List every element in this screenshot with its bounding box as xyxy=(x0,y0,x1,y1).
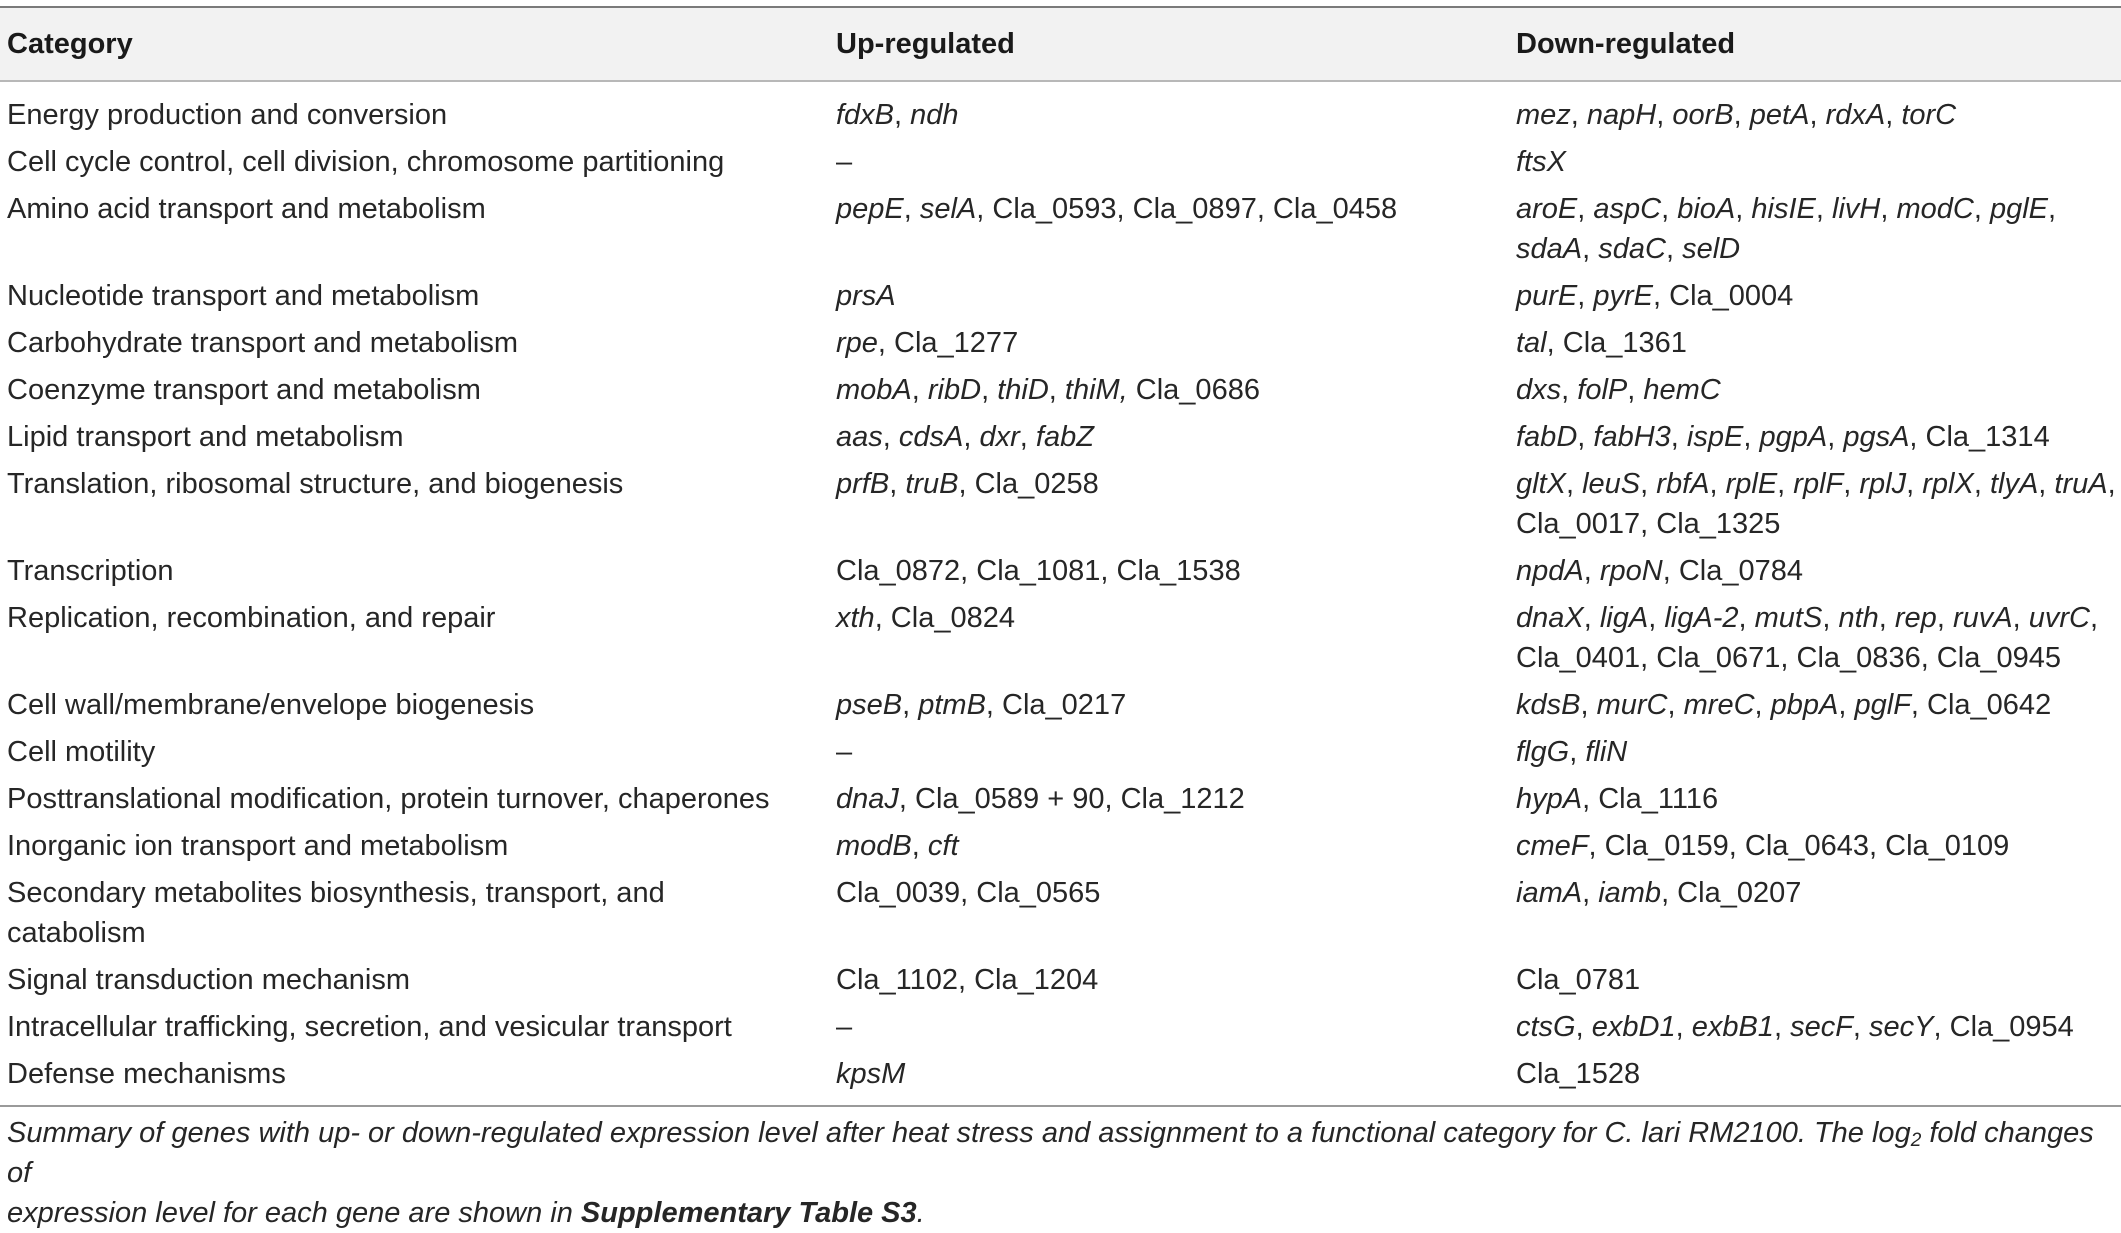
header-down-regulated: Down-regulated xyxy=(1516,28,1736,60)
gene-name: mutS xyxy=(1754,602,1823,634)
table-row xyxy=(0,417,2121,464)
gene-name: pglE xyxy=(1989,193,2048,225)
gene-name: petA xyxy=(1749,99,1810,131)
gene-name: iamA xyxy=(1516,877,1583,909)
gene-name: pepE xyxy=(836,193,904,225)
category-cell: Cell wall/membrane/envelope biogenesis xyxy=(7,689,535,721)
gene-name: cft xyxy=(927,830,959,862)
gene-name: rplJ xyxy=(1859,468,1907,500)
category-cell: Secondary metabolites biosynthesis, transport, and catabolism xyxy=(7,877,665,949)
gene-name: mez xyxy=(1516,99,1571,131)
category-cell: Nucleotide transport and metabolism xyxy=(7,280,480,312)
gene-name: folP xyxy=(1577,374,1628,406)
gene-name: secY xyxy=(1869,1011,1934,1043)
gene-name: aroE xyxy=(1516,193,1578,225)
gene-name: hemC xyxy=(1643,374,1721,406)
up-regulated-cell: – xyxy=(836,146,853,178)
gene-name: pseB xyxy=(836,689,903,721)
table-row xyxy=(0,276,2121,323)
gene-name: exbB1 xyxy=(1691,1011,1774,1043)
up-regulated-cell xyxy=(836,276,1506,316)
down-regulated-cell: iamA, iamb, Cla_0207 xyxy=(1516,877,1802,909)
category-cell: Posttranslational modification, protein turnover, chaperones xyxy=(7,783,770,815)
up-regulated-cell: prfB, truB, Cla_0258 xyxy=(836,468,1099,500)
gene-name: rpe xyxy=(836,327,878,359)
gene-name: mobA xyxy=(836,374,912,406)
gene-name: modC xyxy=(1896,193,1974,225)
gene-name: kpsM xyxy=(836,1058,906,1090)
gene-name: fliN xyxy=(1585,736,1628,768)
up-regulated-cell: Cla_0039, Cla_0565 xyxy=(836,877,1101,909)
down-regulated-cell: hypA, Cla_1116 xyxy=(1516,783,1719,815)
gene-name: fabH3 xyxy=(1593,421,1671,453)
gene-name: murC xyxy=(1596,689,1668,721)
gene-name: cdsA xyxy=(898,421,964,453)
table-row xyxy=(0,464,2121,551)
up-regulated-cell xyxy=(836,1054,1506,1094)
table-body xyxy=(0,95,2121,1101)
down-regulated-cell: cmeF, Cla_0159, Cla_0643, Cla_0109 xyxy=(1516,830,2010,862)
gene-name: rdxA xyxy=(1825,99,1886,131)
gene-name: thiM, xyxy=(1064,374,1128,406)
caption-text-2: fold changes of xyxy=(7,1117,2094,1189)
gene-name: fdxB xyxy=(836,99,895,131)
gene-name: ligA xyxy=(1599,602,1649,634)
table-row xyxy=(0,95,2121,142)
gene-name: pgsA xyxy=(1843,421,1910,453)
category-cell: Replication, recombination, and repair xyxy=(7,602,496,634)
caption-text-1: Summary of genes with up- or down-regulated expression level after heat stress and assignment to a functional category for C. lari RM2100. The log xyxy=(7,1117,1911,1149)
gene-name: ispE xyxy=(1686,421,1744,453)
gene-name: aas xyxy=(836,421,883,453)
category-cell: Coenzyme transport and metabolism xyxy=(7,374,481,406)
down-regulated-cell: Cla_0781 xyxy=(1516,964,1641,996)
table-row xyxy=(0,598,2121,685)
gene-name: oorB xyxy=(1672,99,1734,131)
gene-name: ftsX xyxy=(1516,146,1566,178)
caption-text-3: expression level for each gene are shown in xyxy=(7,1197,581,1229)
gene-name: ribD xyxy=(927,374,982,406)
gene-name: ctsG xyxy=(1516,1011,1576,1043)
table-row xyxy=(0,1007,2121,1054)
up-regulated-cell: Cla_1102, Cla_1204 xyxy=(836,964,1099,996)
gene-name: npdA xyxy=(1516,555,1584,587)
down-regulated-cell: mez, napH, oorB, petA, rdxA, torC xyxy=(1516,99,1957,131)
gene-name: hypA xyxy=(1516,783,1583,815)
down-regulated-cell: fabD, fabH3, ispE, pgpA, pgsA, Cla_1314 xyxy=(1516,421,2050,453)
table-row xyxy=(0,551,2121,598)
category-cell: Signal transduction mechanism xyxy=(7,964,410,996)
down-regulated-cell: tal, Cla_1361 xyxy=(1516,327,1687,359)
gene-name: gltX xyxy=(1516,468,1566,500)
gene-name: dxs xyxy=(1516,374,1562,406)
gene-name: truA xyxy=(2054,468,2108,500)
category-cell: Cell cycle control, cell division, chromosome partitioning xyxy=(7,146,725,178)
gene-name: napH xyxy=(1586,99,1657,131)
table-row xyxy=(0,732,2121,779)
gene-name: selA xyxy=(919,193,977,225)
table-row xyxy=(0,873,2121,960)
caption-subscript: 2 xyxy=(1910,1130,1922,1151)
gene-name: cmeF xyxy=(1516,830,1589,862)
gene-name: bioA xyxy=(1677,193,1736,225)
down-regulated-cell: kdsB, murC, mreC, pbpA, pglF, Cla_0642 xyxy=(1516,689,2052,721)
table-row xyxy=(0,1054,2121,1101)
down-regulated-cell: purE, pyrE, Cla_0004 xyxy=(1516,280,1794,312)
gene-name: rpoN xyxy=(1599,555,1663,587)
header-up-regulated: Up-regulated xyxy=(836,28,1015,60)
gene-name: kdsB xyxy=(1516,689,1581,721)
category-cell: Carbohydrate transport and metabolism xyxy=(7,327,518,359)
gene-name: rep xyxy=(1894,602,1937,634)
caption-text-4: . xyxy=(916,1197,925,1229)
down-regulated-cell: gltX, leuS, rbfA, rplE, rplF, rplJ, rplX, tlyA, truA, Cla_0017, Cla_1325 xyxy=(1516,468,2116,540)
header-category: Category xyxy=(7,28,133,60)
gene-name: ligA-2 xyxy=(1664,602,1739,634)
up-regulated-cell: dnaJ, Cla_0589 + 90, Cla_1212 xyxy=(836,783,1245,815)
category-cell: Intracellular trafficking, secretion, and vesicular transport xyxy=(7,1011,732,1043)
down-regulated-cell: Cla_1528 xyxy=(1516,1058,1641,1090)
gene-name: secF xyxy=(1790,1011,1853,1043)
down-regulated-cell: npdA, rpoN, Cla_0784 xyxy=(1516,555,1803,587)
gene-name: fabZ xyxy=(1035,421,1094,453)
gene-name: mreC xyxy=(1683,689,1755,721)
down-regulated-cell: flgG, fliN xyxy=(1516,736,1628,768)
up-regulated-cell: – xyxy=(836,736,853,768)
gene-name: uvrC xyxy=(2028,602,2090,634)
gene-name: ptmB xyxy=(918,689,986,721)
gene-name: sdaA xyxy=(1516,233,1583,265)
up-regulated-cell: – xyxy=(836,1011,853,1043)
down-regulated-cell: aroE, aspC, bioA, hisIE, livH, modC, pglE, sdaA, sdaC, selD xyxy=(1516,193,2057,265)
gene-name: prsA xyxy=(836,280,896,312)
supplementary-table-reference: Supplementary Table S3 xyxy=(580,1197,917,1229)
table-row xyxy=(0,960,2121,1007)
gene-name: selD xyxy=(1682,233,1741,265)
gene-name: rbfA xyxy=(1656,468,1710,500)
gene-name: ruvA xyxy=(1952,602,2013,634)
gene-name: tlyA xyxy=(1989,468,2039,500)
up-regulated-cell: mobA, ribD, thiD, thiM, Cla_0686 xyxy=(836,374,1260,406)
down-regulated-cell: dxs, folP, hemC xyxy=(1516,374,1721,406)
gene-name: hisIE xyxy=(1751,193,1816,225)
table-header-row xyxy=(0,8,2121,82)
up-regulated-cell: modB, cft xyxy=(836,830,959,862)
table-row xyxy=(0,370,2121,417)
gene-name: leuS xyxy=(1582,468,1641,500)
gene-name: rplX xyxy=(1922,468,1974,500)
gene-name: thiD xyxy=(997,374,1049,406)
gene-name: ndh xyxy=(910,99,959,131)
gene-name: flgG xyxy=(1516,736,1570,768)
table-caption xyxy=(7,1113,2112,1233)
table-row xyxy=(0,189,2121,276)
category-cell: Energy production and conversion xyxy=(7,99,448,131)
table-row xyxy=(0,779,2121,826)
gene-name: torC xyxy=(1901,99,1957,131)
gene-name: xth xyxy=(836,602,875,634)
gene-name: fabD xyxy=(1516,421,1578,453)
down-regulated-cell: dnaX, ligA, ligA-2, mutS, nth, rep, ruvA, uvrC, Cla_0401, Cla_0671, Cla_0836, Cla_0945 xyxy=(1516,602,2098,674)
gene-name: pgpA xyxy=(1759,421,1828,453)
up-regulated-cell: pepE, selA, Cla_0593, Cla_0897, Cla_0458 xyxy=(836,193,1398,225)
category-cell: Inorganic ion transport and metabolism xyxy=(7,830,509,862)
down-regulated-cell xyxy=(1516,142,2116,182)
table-bottom-rule xyxy=(0,1105,2121,1107)
gene-name: pyrE xyxy=(1593,280,1654,312)
gene-name: aspC xyxy=(1593,193,1662,225)
table-row xyxy=(0,685,2121,732)
up-regulated-cell: aas, cdsA, dxr, fabZ xyxy=(836,421,1094,453)
up-regulated-cell: xth, Cla_0824 xyxy=(836,602,1015,634)
gene-name: rplE xyxy=(1725,468,1778,500)
up-regulated-cell: fdxB, ndh xyxy=(836,99,959,131)
gene-name: dnaJ xyxy=(836,783,899,815)
gene-name: prfB xyxy=(836,468,890,500)
gene-name: dnaX xyxy=(1516,602,1584,634)
up-regulated-cell: Cla_0872, Cla_1081, Cla_1538 xyxy=(836,555,1241,587)
gene-name: dxr xyxy=(979,421,1020,453)
gene-name: purE xyxy=(1516,280,1578,312)
category-cell: Defense mechanisms xyxy=(7,1058,286,1090)
category-cell: Amino acid transport and metabolism xyxy=(7,193,486,225)
gene-name: sdaC xyxy=(1598,233,1666,265)
category-cell: Translation, ribosomal structure, and biogenesis xyxy=(7,468,624,500)
gene-name: exbD1 xyxy=(1591,1011,1676,1043)
down-regulated-cell: ctsG, exbD1, exbB1, secF, secY, Cla_0954 xyxy=(1516,1011,2074,1043)
up-regulated-cell: pseB, ptmB, Cla_0217 xyxy=(836,689,1127,721)
category-cell: Transcription xyxy=(7,555,174,587)
gene-name: modB xyxy=(836,830,912,862)
gene-name: livH xyxy=(1832,193,1881,225)
gene-name: pbpA xyxy=(1770,689,1839,721)
gene-name: iamb xyxy=(1598,877,1662,909)
table-row xyxy=(0,323,2121,370)
category-cell: Lipid transport and metabolism xyxy=(7,421,404,453)
gene-name: truB xyxy=(905,468,959,500)
gene-name: nth xyxy=(1838,602,1879,634)
gene-name: rplF xyxy=(1793,468,1844,500)
up-regulated-cell: rpe, Cla_1277 xyxy=(836,327,1019,359)
table-row xyxy=(0,826,2121,873)
gene-name: tal xyxy=(1516,327,1547,359)
gene-name: pglF xyxy=(1854,689,1911,721)
category-cell: Cell motility xyxy=(7,736,156,768)
table-row xyxy=(0,142,2121,189)
